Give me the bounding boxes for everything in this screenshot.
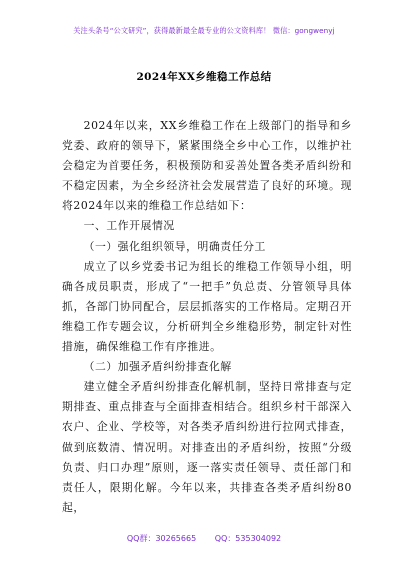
header-banner: 关注头条号“公文研究”，获得最新最全最专业的公文资料库！ 微信：gongwenyj xyxy=(73,26,335,35)
subsection-heading-2: （二）加强矛盾纠纷排查化解 xyxy=(83,360,232,374)
section-heading-1: 一、工作开展情况 xyxy=(83,219,175,233)
document-title: 2024年XX乡维稳工作总结 xyxy=(136,71,272,83)
footer-contact xyxy=(0,533,408,544)
paragraph-intro: 2024年以来，XX乡维稳工作在上级部门的指导和乡党委、政府的领导下，紧紧围绕全乡中心工作，以维护社会稳定为首要任务，积极预防和妥善处置各类矛盾纠纷和不稳定因素，为全乡经济社会发展营造了良好的环境。现将2024年以来的维稳工作总结如下： xyxy=(62,119,352,213)
footer-qq-number: QQ：535304092 xyxy=(214,534,282,543)
paragraph-dispute-resolution: 建立健全矛盾纠纷排查化解机制，坚持日常排查与定期排查、重点排查与全面排查相结合。组织乡村干部深入农户、企业、学校等，对各类矛盾纠纷进行拉网式排查，做到底数清、情况明。对排查出的矛盾纠纷，按照“分级负责、归口办理”原则，逐一落实责任领导、责任部门和责任人，限期化解。今年以来，共排查各类矛盾纠纷80起， xyxy=(62,380,352,514)
subsection-heading-1: （一）强化组织领导，明确责任分工 xyxy=(83,239,266,253)
footer-qq-group: QQ群：30265665 xyxy=(126,534,197,543)
paragraph-organization: 成立了以乡党委书记为组长的维稳工作领导小组，明确各成员职责，形成了“一把手”负总责、分管领导具体抓，各部门协同配合，层层抓落实的工作格局。定期召开维稳工作专题会议，分析研判全乡维稳形势，制定针对性措施，确保维稳工作有序推进。 xyxy=(62,259,352,354)
document-body xyxy=(62,116,352,518)
